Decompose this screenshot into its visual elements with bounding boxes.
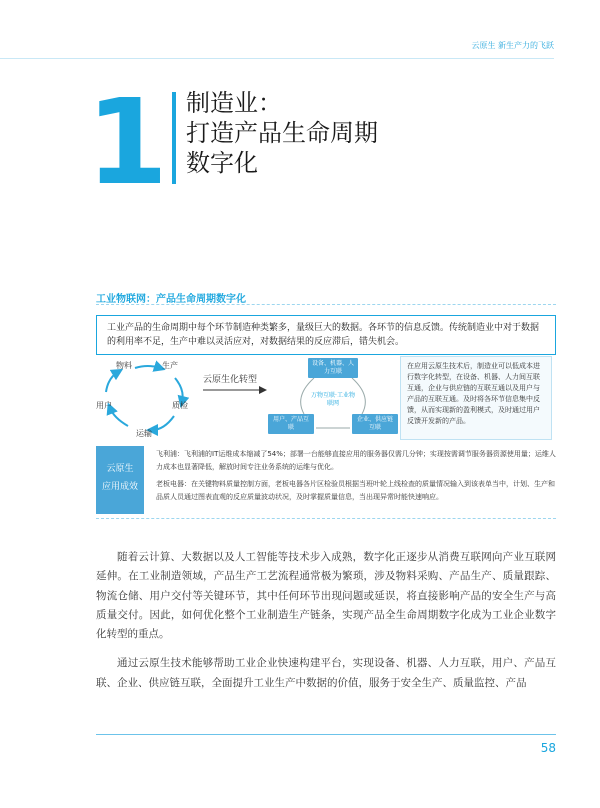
benefit-tag-line: 云原生 bbox=[106, 464, 134, 474]
body-text bbox=[96, 548, 556, 703]
panel-title: 工业物联网：产品生命周期数字化 bbox=[96, 294, 246, 305]
panel-divider bbox=[96, 304, 556, 305]
chapter-title-line: 打造产品生命周期 bbox=[186, 119, 378, 147]
page-number: 58 bbox=[540, 741, 556, 755]
intro-box: 工业产品的生命周期中每个环节制造种类繁多，量级巨大的数据。各环节的信息反馈。传统制造业中对于数据的利用率不足，生产中难以灵活应对，对数据结果的反应滞后，错失机会。 bbox=[96, 315, 556, 355]
cycle-node-production: 生产 bbox=[162, 361, 178, 370]
chapter-divider bbox=[172, 92, 176, 184]
hub-box-devices: 设备、机器、人力互联 bbox=[308, 358, 358, 378]
benefit-tag-line: 应用成效 bbox=[101, 482, 138, 492]
cycle-node-material: 物料 bbox=[116, 361, 132, 370]
hub-box-enterprise: 企业、供应链互联 bbox=[352, 414, 398, 434]
chapter-title-line: 制造业： bbox=[186, 89, 282, 117]
body-paragraph: 通过云原生技术能够帮助工业企业快速构建平台，实现设备、机器、人力互联，用户、产品互联、企业、供应链互联，全面提升工业生产中数据的价值，服务于安全生产、质量监控、产品 bbox=[96, 657, 556, 689]
arrow-right-icon bbox=[203, 386, 267, 394]
benefit-item: 飞利浦：飞利浦的IT运维成本缩减了54%；部署一台能够直接应用的服务器仅需几分钟；实现按需调节服务器资源使用量；运维人力成本也显著降低，解放时间专注业务系统的运维与优化。 bbox=[156, 450, 556, 471]
panel-bottom-divider bbox=[96, 518, 556, 519]
chapter-title bbox=[186, 88, 446, 178]
chapter-number: 1 bbox=[86, 73, 169, 211]
cycle-node-transport: 运输 bbox=[136, 429, 152, 438]
body-paragraph: 随着云计算、大数据以及人工智能等技术步入成熟，数字化正逐步从消费互联网向产业互联网延伸。在工业制造领域，产品生产工艺流程通常极为繁琐，涉及物料采购、产品生产、质量跟踪、物流仓储、用户交付等关键环节，其中任何环节出现问题或延误，将直接影响产品的安全生产与高质量交付。因此，如何优化整个工业制造生产链条，实现产品全生命周期数字化成为工业企业数字化转型的重点。 bbox=[96, 551, 556, 641]
running-header bbox=[0, 0, 600, 60]
chapter-title-line: 数字化 bbox=[186, 149, 258, 177]
footer-rule bbox=[96, 734, 556, 735]
hub-center-label: 万物互联·工业物联网 bbox=[311, 392, 355, 407]
benefit-tag bbox=[96, 446, 144, 514]
cycle-arrows-icon bbox=[90, 358, 210, 438]
cloud-native-note: 在应用云原生技术后，制造业可以低成本进行数字化转型，在设备、机器、人力间互联互通，企业与供应链的互联互通以及用户与产品的互联互通。及时将各环节信息集中反馈，从而实现新的盈利模式，及时通过用户反馈开发新的产品。 bbox=[400, 356, 552, 440]
lifecycle-cycle bbox=[90, 358, 210, 438]
benefit-list bbox=[156, 448, 556, 508]
benefit-item: 老板电器：在关键物料质量控制方面，老板电器各片区检验员根据当班叶轮上线检查的质量情况输入到该表单当中，计划、生产和品质人员通过图表直观的反应质量波动状况，及时掌握质量信息，当出现异常时能快速响应。 bbox=[156, 480, 555, 501]
cycle-node-inspection: 质检 bbox=[172, 401, 188, 410]
cycle-node-user: 用户 bbox=[96, 401, 112, 410]
running-title: 云原生 新生产力的飞跃 bbox=[471, 41, 554, 50]
hub-box-users: 用户、产品互联 bbox=[268, 414, 314, 434]
transform-label: 云原生化转型 bbox=[203, 375, 258, 385]
header-rule bbox=[0, 58, 554, 59]
iot-hub-diagram bbox=[264, 356, 402, 442]
